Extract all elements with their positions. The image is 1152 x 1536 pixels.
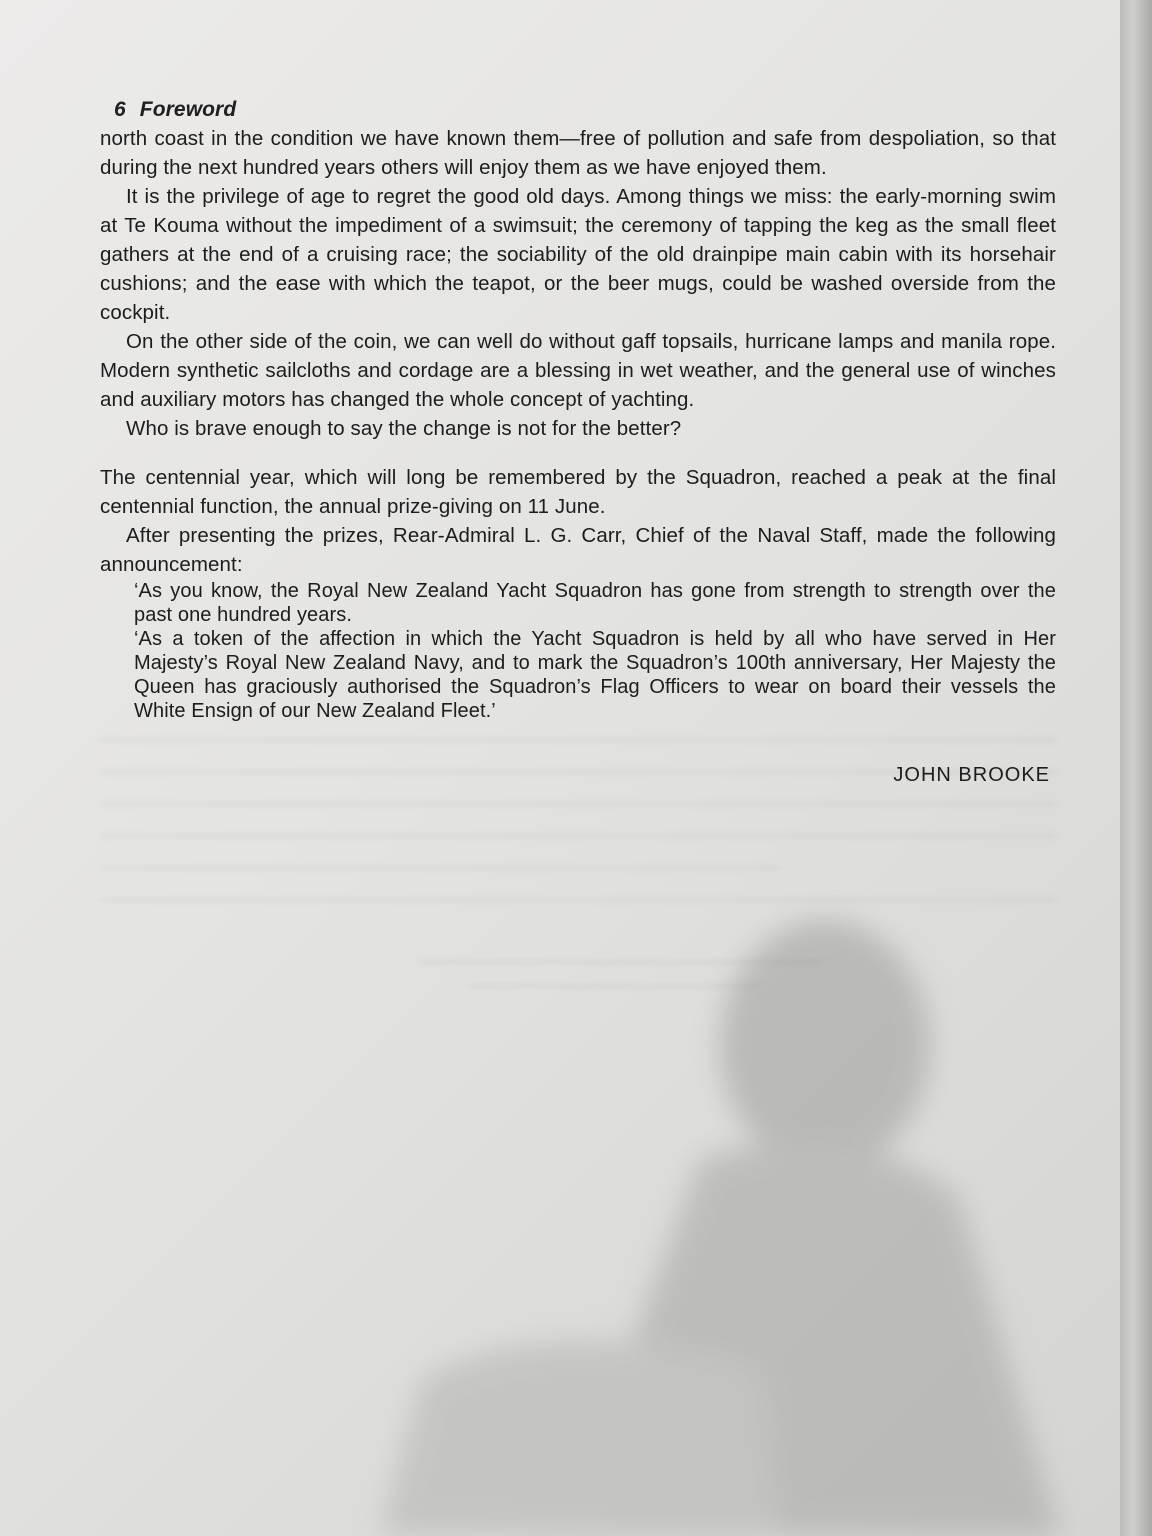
- quote-paragraph: ‘As you know, the Royal New Zealand Yacht Squadron has gone from strength to strength over the past one hundred years.: [134, 580, 1056, 626]
- paragraph: north coast in the condition we have known them—free of pollution and safe from despoliation, so that during the next hundred years others will enjoy them as we have enjoyed them.: [100, 127, 1056, 179]
- paragraph: After presenting the prizes, Rear-Admiral L. G. Carr, Chief of the Naval Staff, made the following announcement:: [100, 524, 1056, 576]
- foreword-text: [100, 96, 1056, 790]
- paragraph: The centennial year, which will long be remembered by the Squadron, reached a peak at the final centennial function, the annual prize-giving on 11 June.: [100, 466, 1056, 518]
- adjacent-page-edge: [1120, 0, 1152, 1536]
- paragraph: It is the privilege of age to regret the good old days. Among things we miss: the early-morning swim at Te Kouma without the impediment of a swimsuit; the ceremony of tapping the keg as the small fleet gathers at the end of a cruising race; the sociability of the old drainpipe main cabin with its horsehair cushions; and the ease with which the teapot, or the beer mugs, could be washed overside from the cockpit.: [100, 185, 1056, 324]
- announcement-quote: [134, 579, 1056, 723]
- section-title: Foreword: [139, 98, 237, 121]
- page-number: 6: [114, 98, 126, 121]
- quote-paragraph: ‘As a token of the affection in which the Yacht Squadron is held by all who have served in Her Majesty’s Royal New Zealand Navy, and to mark the Squadron’s 100th anniversary, Her Majesty the Queen has graciously authorised the Squadron’s Flag Officers to wear on board their vessels the White Ensign of our New Zealand Fleet.’: [134, 628, 1056, 722]
- section-break: [100, 443, 1056, 463]
- paragraph: On the other side of the coin, we can well do without gaff topsails, hurricane lamps and manila rope. Modern synthetic sailcloths and cordage are a blessing in wet weather, and the general use of winches and auxiliary motors has changed the whole concept of yachting.: [100, 330, 1056, 411]
- running-head: [114, 96, 1056, 124]
- paragraph: Who is brave enough to say the change is not for the better?: [126, 417, 682, 440]
- author-signature: JOHN BROOKE: [893, 764, 1050, 786]
